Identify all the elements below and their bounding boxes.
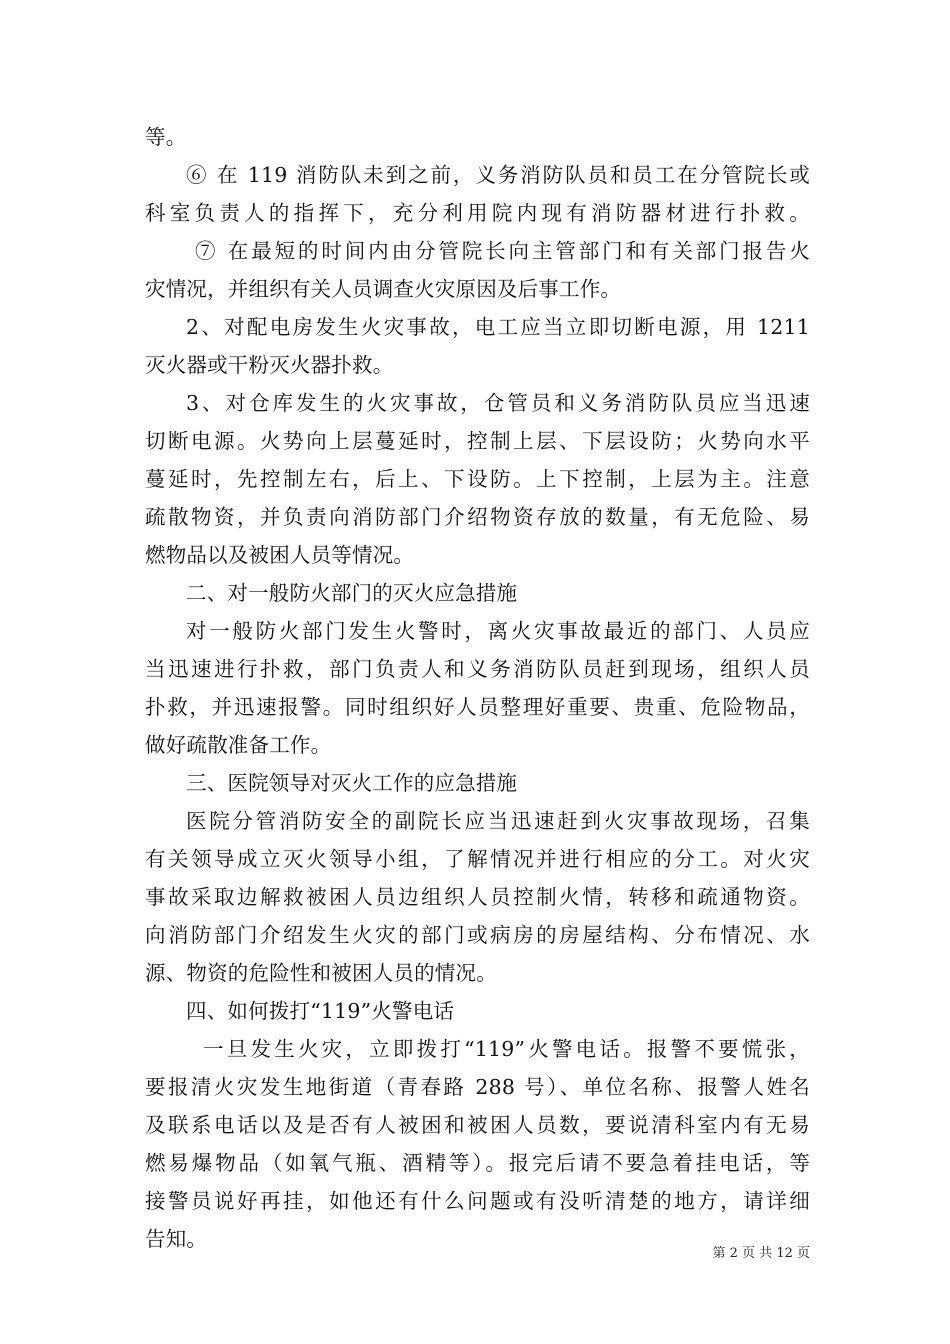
text-line: 事故采取边解救被困人员边组织人员控制火情，转移和疏通物资。 xyxy=(145,885,810,909)
text-line: 疏散物资，并负责向消防部门介绍物资存放的数量，有无危险、易 xyxy=(145,505,810,529)
text-line: 蔓延时，先控制左右，后上、下设防。上下控制，上层为主。注意 xyxy=(145,467,810,491)
section-heading: 三、医院领导对灭火工作的应急措施 xyxy=(186,771,518,795)
text-line: 及联系电话以及是否有人被困和被困人员数，要说清科室内有无易 xyxy=(145,1113,810,1137)
text-line: 向消防部门介绍发生火灾的部门或病房的房屋结构、分布情况、水 xyxy=(145,923,810,947)
text-line: 告知。 xyxy=(145,1227,208,1251)
page-number: 第 2 页 共 12 页 xyxy=(712,1246,810,1261)
text-line: ⑥ 在 119 消防队未到之前，义务消防队员和员工在分管院长或 xyxy=(186,163,810,187)
text-line: 要报清火灾发生地街道（青春路 288 号）、单位名称、报警人姓名 xyxy=(145,1075,810,1099)
text-line: 对一般防火部门发生火警时，离火灾事故最近的部门、人员应 xyxy=(186,619,810,643)
section-heading: 四、如何拨打“119”火警电话 xyxy=(186,999,455,1023)
text-line: 当迅速进行扑救，部门负责人和义务消防队员赶到现场，组织人员 xyxy=(145,657,810,681)
document-body xyxy=(145,118,810,1258)
text-line: 做好疏散准备工作。 xyxy=(145,733,332,757)
text-line: 一旦发生火灾，立即拨打“119”火警电话。报警不要慌张， xyxy=(203,1037,810,1061)
text-line: 灭火器或干粉灭火器扑救。 xyxy=(145,353,394,377)
text-line: 医院分管消防安全的副院长应当迅速赶到火灾事故现场，召集 xyxy=(186,809,810,833)
text-line: 燃物品以及被困人员等情况。 xyxy=(145,543,415,567)
text-line: 源、物资的危险性和被困人员的情况。 xyxy=(145,961,497,985)
section-heading: 二、对一般防火部门的灭火应急措施 xyxy=(186,581,518,605)
text-line: 2、对配电房发生火灾事故，电工应当立即切断电源，用 1211 xyxy=(186,315,810,339)
text-line: 3、对仓库发生的火灾事故，仓管员和义务消防队员应当迅速 xyxy=(186,391,810,415)
text-line: 切断电源。火势向上层蔓延时，控制上层、下层设防；火势向水平 xyxy=(145,429,810,453)
text-line: 科室负责人的指挥下，充分利用院内现有消防器材进行扑救。 xyxy=(145,201,810,225)
text-line: 接警员说好再挂，如他还有什么问题或有没听清楚的地方，请详细 xyxy=(145,1189,810,1213)
text-line: 有关领导成立灭火领导小组，了解情况并进行相应的分工。对火灾 xyxy=(145,847,810,871)
text-line: 灾情况，并组织有关人员调查火灾原因及后事工作。 xyxy=(145,277,622,301)
text-line: 燃易爆物品（如氧气瓶、酒精等）。报完后请不要急着挂电话，等 xyxy=(145,1151,810,1175)
text-line: 扑救，并迅速报警。同时组织好人员整理好重要、贵重、危险物品， xyxy=(145,695,810,719)
text-line: ⑦ 在最短的时间内由分管院长向主管部门和有关部门报告火 xyxy=(195,239,810,263)
text-line: 等。 xyxy=(145,125,187,149)
